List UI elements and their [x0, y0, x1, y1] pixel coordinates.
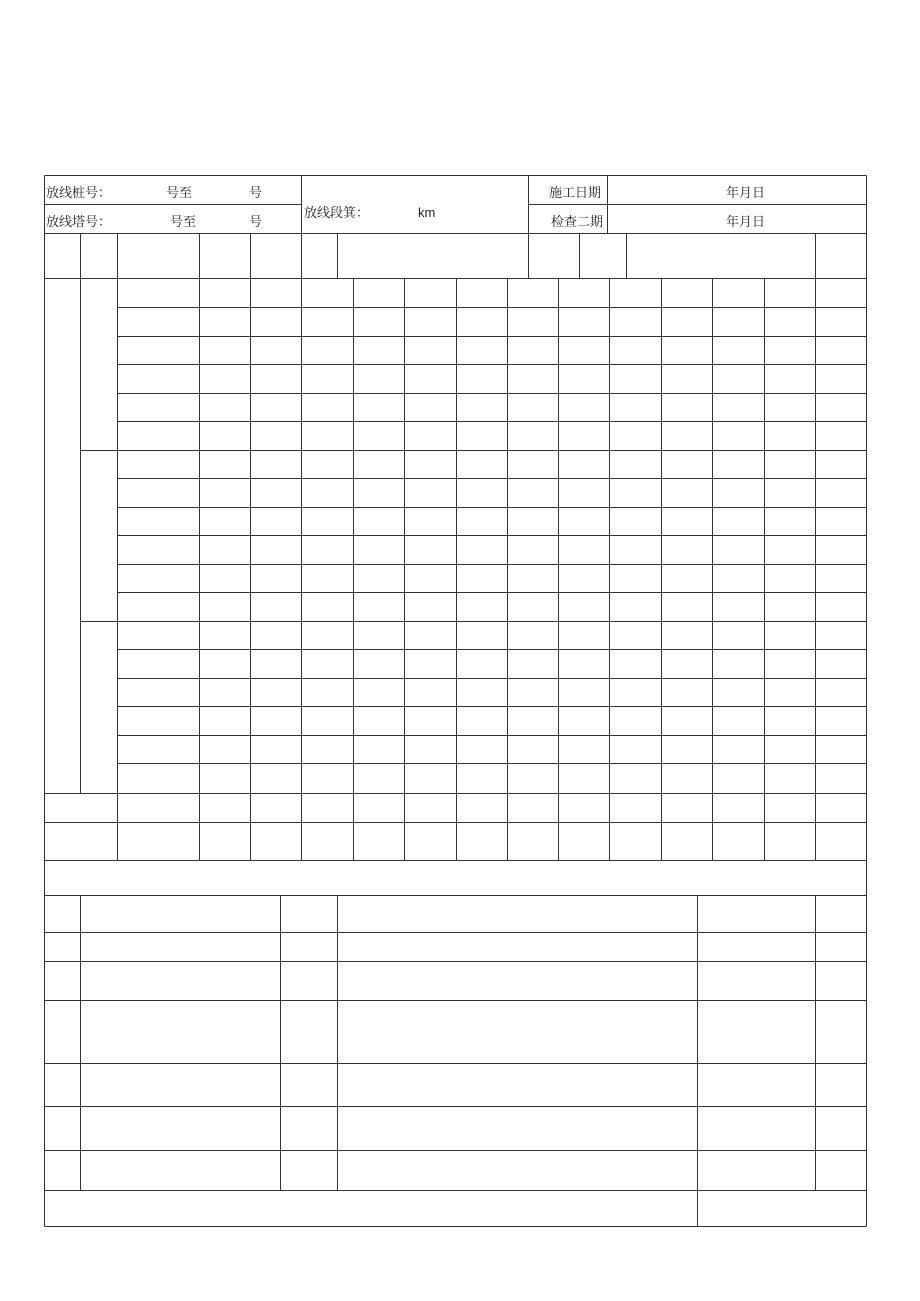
- inspection-date-value: 年月日: [726, 214, 766, 229]
- tower-no-from: 号至: [170, 214, 197, 229]
- pile-no-to: 号: [249, 185, 263, 200]
- tower-no-to: 号: [249, 214, 263, 229]
- pile-no-label: 放线桩号：: [46, 185, 112, 200]
- inspection-date-label: 检查二期: [551, 214, 604, 229]
- section-length-unit: km: [418, 205, 436, 220]
- construction-date-value: 年月日: [726, 185, 766, 200]
- pile-no-from: 号至: [166, 185, 193, 200]
- section-length-label: 放线段箕：: [304, 205, 370, 220]
- tower-no-label: 放线塔号：: [46, 214, 112, 229]
- construction-date-label: 施工日期: [549, 185, 602, 200]
